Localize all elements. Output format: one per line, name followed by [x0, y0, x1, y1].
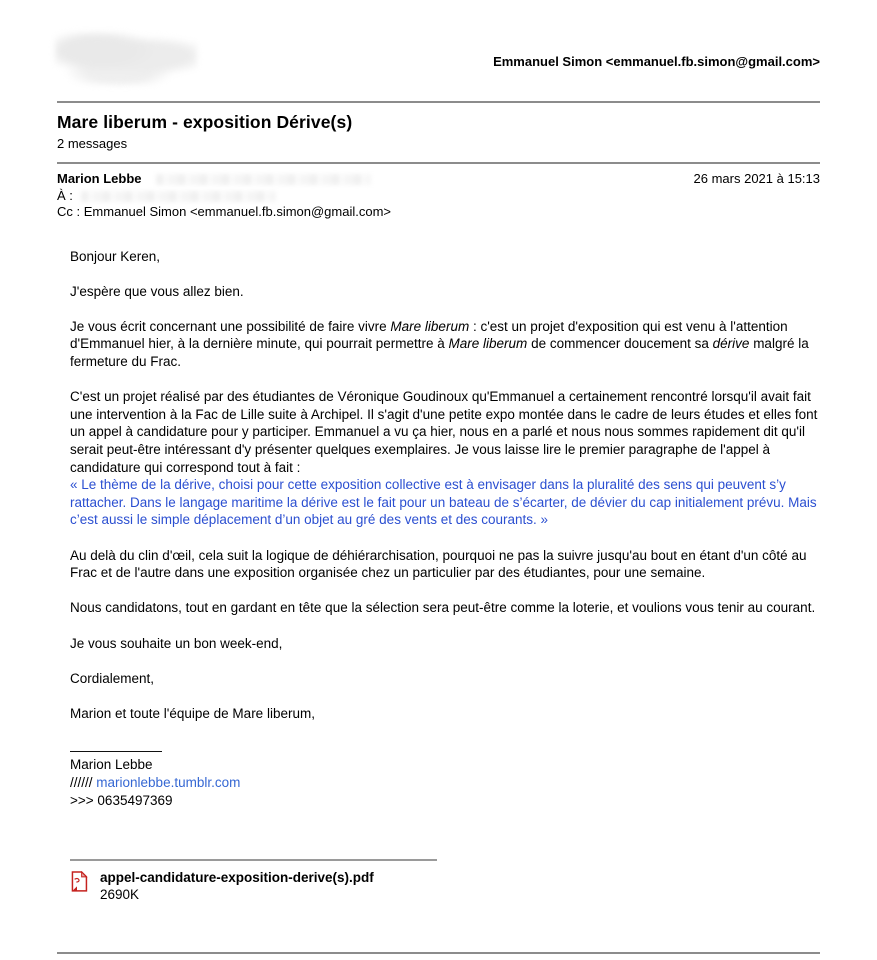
email-paragraph: Cordialement,	[70, 670, 155, 686]
signature-phone-row	[70, 792, 820, 810]
signature-block	[57, 751, 820, 810]
cc-label: Cc :	[57, 204, 81, 219]
redacted-recipient	[81, 191, 276, 202]
attachment-size: 2690K	[100, 886, 140, 902]
pdf-icon[interactable]	[70, 871, 88, 892]
email-body	[57, 248, 820, 723]
signature-name: Marion Lebbe	[70, 756, 153, 772]
email-paragraph: Au delà du clin d'œil, cela suit la logique de déhiérarchisation, pourquoi ne pas la suivre jusqu'au bout en étant d'un côté au Frac et de l'autre dans une exposition organisée chez un particulier par des étudiantes, pour une semaine.	[70, 547, 807, 581]
cc-row	[57, 204, 820, 221]
signature-slashes: //////	[70, 774, 93, 790]
attachment-filename[interactable]: appel-candidature-exposition-derive(s).pdf	[100, 869, 374, 885]
attachment-row[interactable]	[70, 870, 820, 902]
email-subject: Mare liberum - exposition Dérive(s)	[57, 112, 353, 132]
to-label: À :	[57, 187, 73, 203]
signature-divider	[70, 751, 162, 752]
phone-number: 0635497369	[97, 792, 173, 808]
message-date: 26 mars 2021 à 15:13	[693, 171, 820, 186]
cc-value: Emmanuel Simon <emmanuel.fb.simon@gmail.com>	[83, 204, 392, 219]
email-paragraph: J'espère que vous allez bien.	[70, 283, 244, 299]
tumblr-link[interactable]: marionlebbe.tumblr.com	[96, 774, 241, 790]
email-paragraph: Marion et toute l'équipe de Mare liberum,	[70, 705, 315, 721]
from-row	[57, 171, 820, 188]
message-count: 2 messages	[57, 136, 128, 151]
attachment-section	[57, 859, 820, 902]
message-header	[57, 171, 820, 221]
quoted-paragraph: « Le thème de la dérive, choisi pour cette exposition collective est à envisager dans la pluralité des sens qui peuvent s’y rattacher. Dans le langage maritime la dérive est le fait pour un bateau de s’écarter, de dévier du cap initialement prévu. Mais c’est aussi le simple déplacement d’un objet au gré des vents et des courants. »	[70, 477, 817, 528]
subject-divider	[57, 162, 820, 164]
attachment-divider	[70, 859, 437, 861]
email-paragraph: Je vous écrit concernant une possibilité de faire vivre Mare liberum : c'est un projet d'exposition qui est venu à l'attention d'Emmanuel hier, à la dernière minute, qui pourrait permettre à Mare liberum de commencer doucement sa dérive malgré la fermeture du Frac.	[70, 318, 809, 370]
email-paragraph: Nous candidatons, tout en gardant en tête que la sélection sera peut-être comme la loterie, et voulions vous tenir au courant.	[70, 600, 816, 616]
redacted-sender-email	[156, 174, 371, 185]
redacted-logo	[55, 32, 197, 85]
email-paragraph: C'est un projet réalisé par des étudiantes de Véronique Goudinoux qu'Emmanuel a certainement rencontré lorsqu'il avait fait une intervention à la Fac de Lille suite à Archipel. Il s'agit d'une petite expo montée dans le cadre de leurs études et elles font un appel à candidature pour y participer. Emmanuel a vu ça hier, nous en a parlé et nous nous sommes rapidement dit qu'il serait peut-être intéressant d'y présenter quelques exemplaires. Je vous laisse lire le premier paragraphe de l'appel à candidature qui correspond tout à fait :	[70, 389, 818, 475]
email-paragraph: Bonjour Keren,	[70, 248, 161, 264]
account-email: Emmanuel Simon <emmanuel.fb.simon@gmail.com>	[493, 54, 820, 69]
to-row	[57, 188, 820, 205]
attachment-info	[100, 870, 374, 902]
top-divider	[57, 101, 820, 103]
phone-prefix: >>>	[70, 792, 94, 808]
signature-link-row	[70, 774, 820, 792]
bottom-divider	[57, 952, 820, 954]
email-paragraph: Je vous souhaite un bon week-end,	[70, 635, 283, 651]
sender-name: Marion Lebbe	[57, 171, 142, 186]
